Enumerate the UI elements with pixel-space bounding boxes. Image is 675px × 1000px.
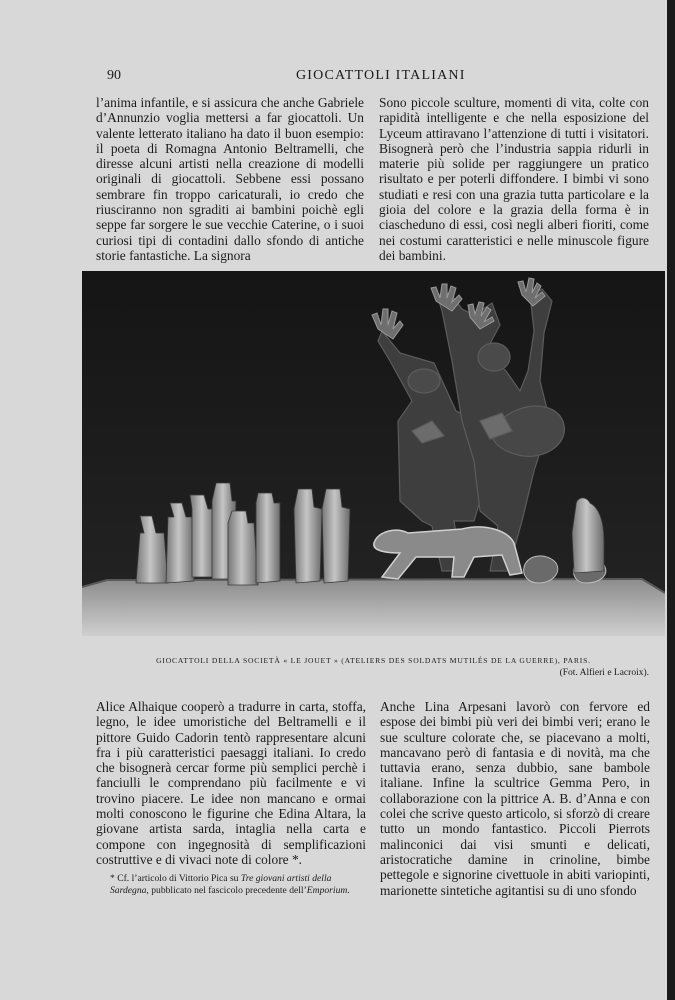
paragraph: Alice Alhaique cooperò a tradurre in carta, stoffa, legno, le idee umoristiche del Beltramelli e il pittore Guido Cadorin tentò rappresentare alcuni fra i più caratteristici paesaggi italiani. Io credo che bisognerà cercar forme più semplici perchè i fanciulli le comprendano più facilmente e vi trovino piacere. Le idee non mancano e ormai molti conoscono le figurine che Edina Altara, la giovane artista sarda, intaglia nella carta e compone con ingegnosità di semplificazioni costruttive e di vivaci note di colore *.: [96, 699, 366, 867]
page-number: 90: [107, 68, 121, 83]
text-column-bottom-left: [96, 699, 366, 896]
running-title: GIOCATTOLI ITALIANI: [296, 68, 466, 83]
text-column-top-left: [96, 95, 364, 263]
page-edge-shadow: [667, 0, 675, 1000]
display-shelf: [82, 579, 665, 636]
photo-caption: GIOCATTOLI DELLA SOCIETÀ « LE JOUET » (ATELIERS DES SOLDATS MUTILÉS DE LA GUERRE), PARIS.: [156, 656, 591, 665]
toys-photograph: [82, 271, 665, 636]
text-column-bottom-right: [380, 699, 650, 898]
paragraph: Sono piccole sculture, momenti di vita, colte con rapidità intelligente e che nella esposizione del Lyceum attiravano l’attenzione di tutti i visitatori. Bisognerà però che l’industria sappia ridurli in materie più solide per raggiungere un pratico risultato e per poterli diffondere. I bimbi vi sono studiati e resi con una grazia tutta particolare e la gioia del colore e la grazia della forma è in ciascheduno di essi, così negli alberi fioriti, come nei costumi caratteristici e nelle minuscole figure dei bambini.: [379, 95, 649, 263]
photo-credit: (Fot. Alfieri e Lacroix).: [559, 668, 649, 678]
footnote: * Cf. l’articolo di Vittorio Pica su Tre giovani artisti della Sardegna, pubblicato nel fascicolo precedente dell’Emporium.: [110, 873, 350, 896]
text-column-top-right: [379, 95, 649, 263]
paragraph: Anche Lina Arpesani lavorò con fervore ed espose dei bimbi più veri dei bimbi veri; erano le sue sculture colorate che, se piacevano a molti, mancavano però di fantasia e di novità, ma che tuttavia erano, senza dubbio, sane bambole italiane. Infine la scultrice Gemma Pero, in collaborazione con la pittrice A. B. d’Anna e con colei che scrive questo articolo, si sforzò di creare tutto un mondo fantastico. Piccoli Pierrots malinconici dai visi smunti e delicati, aristocratiche damine in crinoline, bimbe pettegole e signorine civettuole in abiti variopinti, marionette sintetiche agitantisi su di uno sfondo: [380, 699, 650, 898]
paragraph: l’anima infantile, e si assicura che anche Gabriele d’Annunzio voglia mettersi a far giocattoli. Un valente letterato italiano ha dato il buon esempio: il poeta di Romagna Antonio Beltramelli, che diresse alcuni artisti nella creazione di modelli originali di giocattoli. Sebbene essi possano sembrare fin troppo caricaturali, io credo che riusciranno non sgraditi ai bambini poichè egli seppe far sorgere le sue vecchie Caterine, o i suoi curiosi tipi di contadini dallo sfondo di antiche storie fantastiche. La signora: [96, 95, 364, 263]
